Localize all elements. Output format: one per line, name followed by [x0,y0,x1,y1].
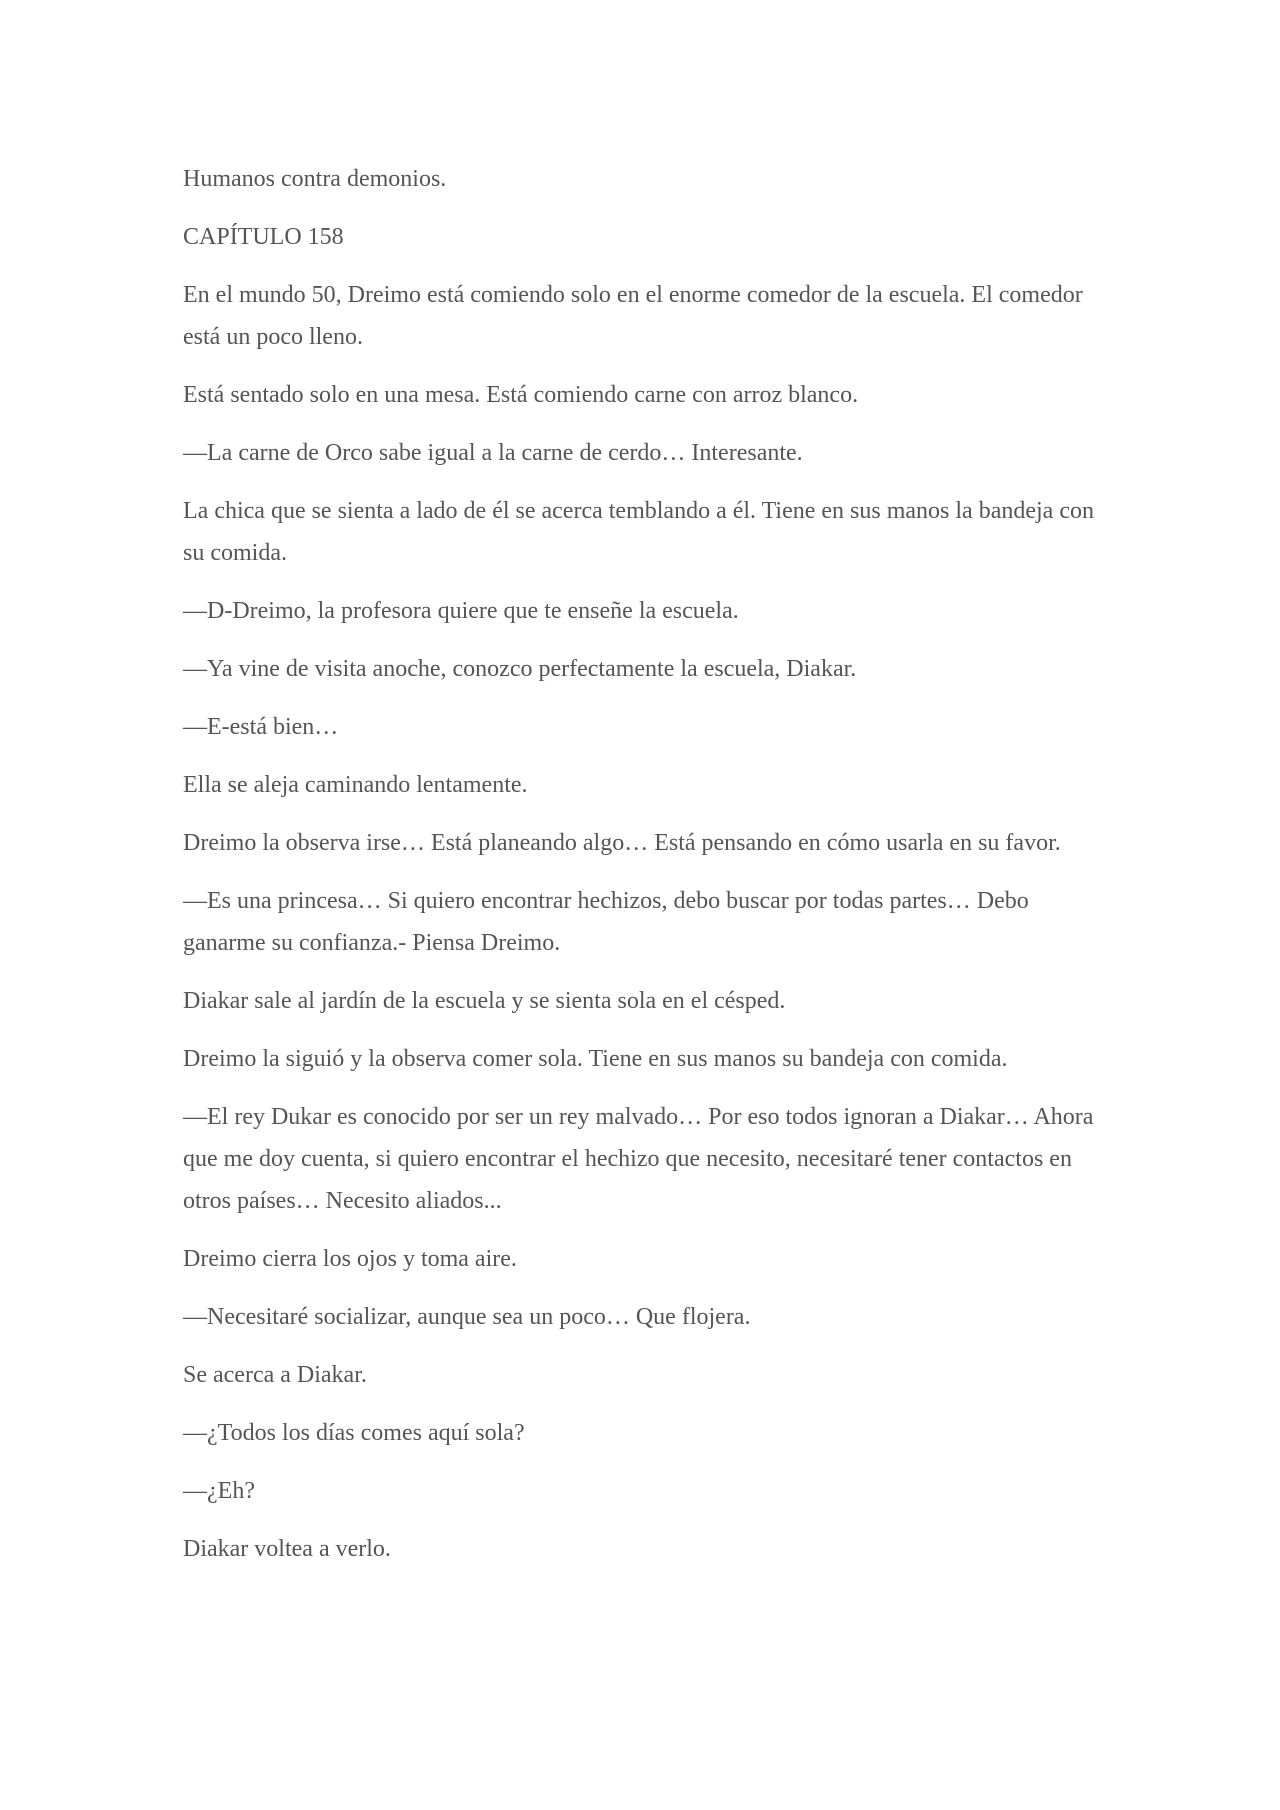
dialogue-line: —E-está bien… [183,714,339,740]
chapter-heading: CAPÍTULO 158 [183,224,344,250]
dialogue-line: —Ya vine de visita anoche, conozco perfectamente la escuela, Diakar. [183,656,857,682]
dialogue-line: —Necesitaré socializar, aunque sea un poco… Que flojera. [183,1304,751,1330]
paragraph: Ella se aleja caminando lentamente. [183,772,528,798]
dialogue-line: —D-Dreimo, la profesora quiere que te enseñe la escuela. [183,598,739,624]
document-title: Humanos contra demonios. [183,166,447,192]
paragraph: Dreimo la observa irse… Está planeando algo… Está pensando en cómo usarla en su favor. [183,830,1061,856]
paragraph: Se acerca a Diakar. [183,1362,367,1388]
paragraph: Diakar voltea a verlo. [183,1536,391,1562]
paragraph: Diakar sale al jardín de la escuela y se sienta sola en el césped. [183,988,786,1014]
dialogue-line: —El rey Dukar es conocido por ser un rey malvado… Por eso todos ignoran a Diakar… Ahora que me doy cuenta, si quiero encontrar el hechizo que necesito, necesitaré tener contactos en otros países… Necesito aliados... [183,1104,1094,1214]
paragraph: En el mundo 50, Dreimo está comiendo solo en el enorme comedor de la escuela. El comedor está un poco lleno. [183,282,1083,350]
paragraph: Dreimo cierra los ojos y toma aire. [183,1246,517,1272]
dialogue-line: —¿Eh? [183,1478,255,1504]
dialogue-line: —¿Todos los días comes aquí sola? [183,1420,525,1446]
dialogue-line: —Es una princesa… Si quiero encontrar hechizos, debo buscar por todas partes… Debo ganarme su confianza.- Piensa Dreimo. [183,888,1029,956]
paragraph: Está sentado solo en una mesa. Está comiendo carne con arroz blanco. [183,382,859,408]
dialogue-line: —La carne de Orco sabe igual a la carne de cerdo… Interesante. [183,440,803,466]
paragraph: La chica que se sienta a lado de él se acerca temblando a él. Tiene en sus manos la bandeja con su comida. [183,498,1094,566]
paragraph: Dreimo la siguió y la observa comer sola. Tiene en sus manos su bandeja con comida. [183,1046,1008,1072]
document-body [183,158,1103,1586]
